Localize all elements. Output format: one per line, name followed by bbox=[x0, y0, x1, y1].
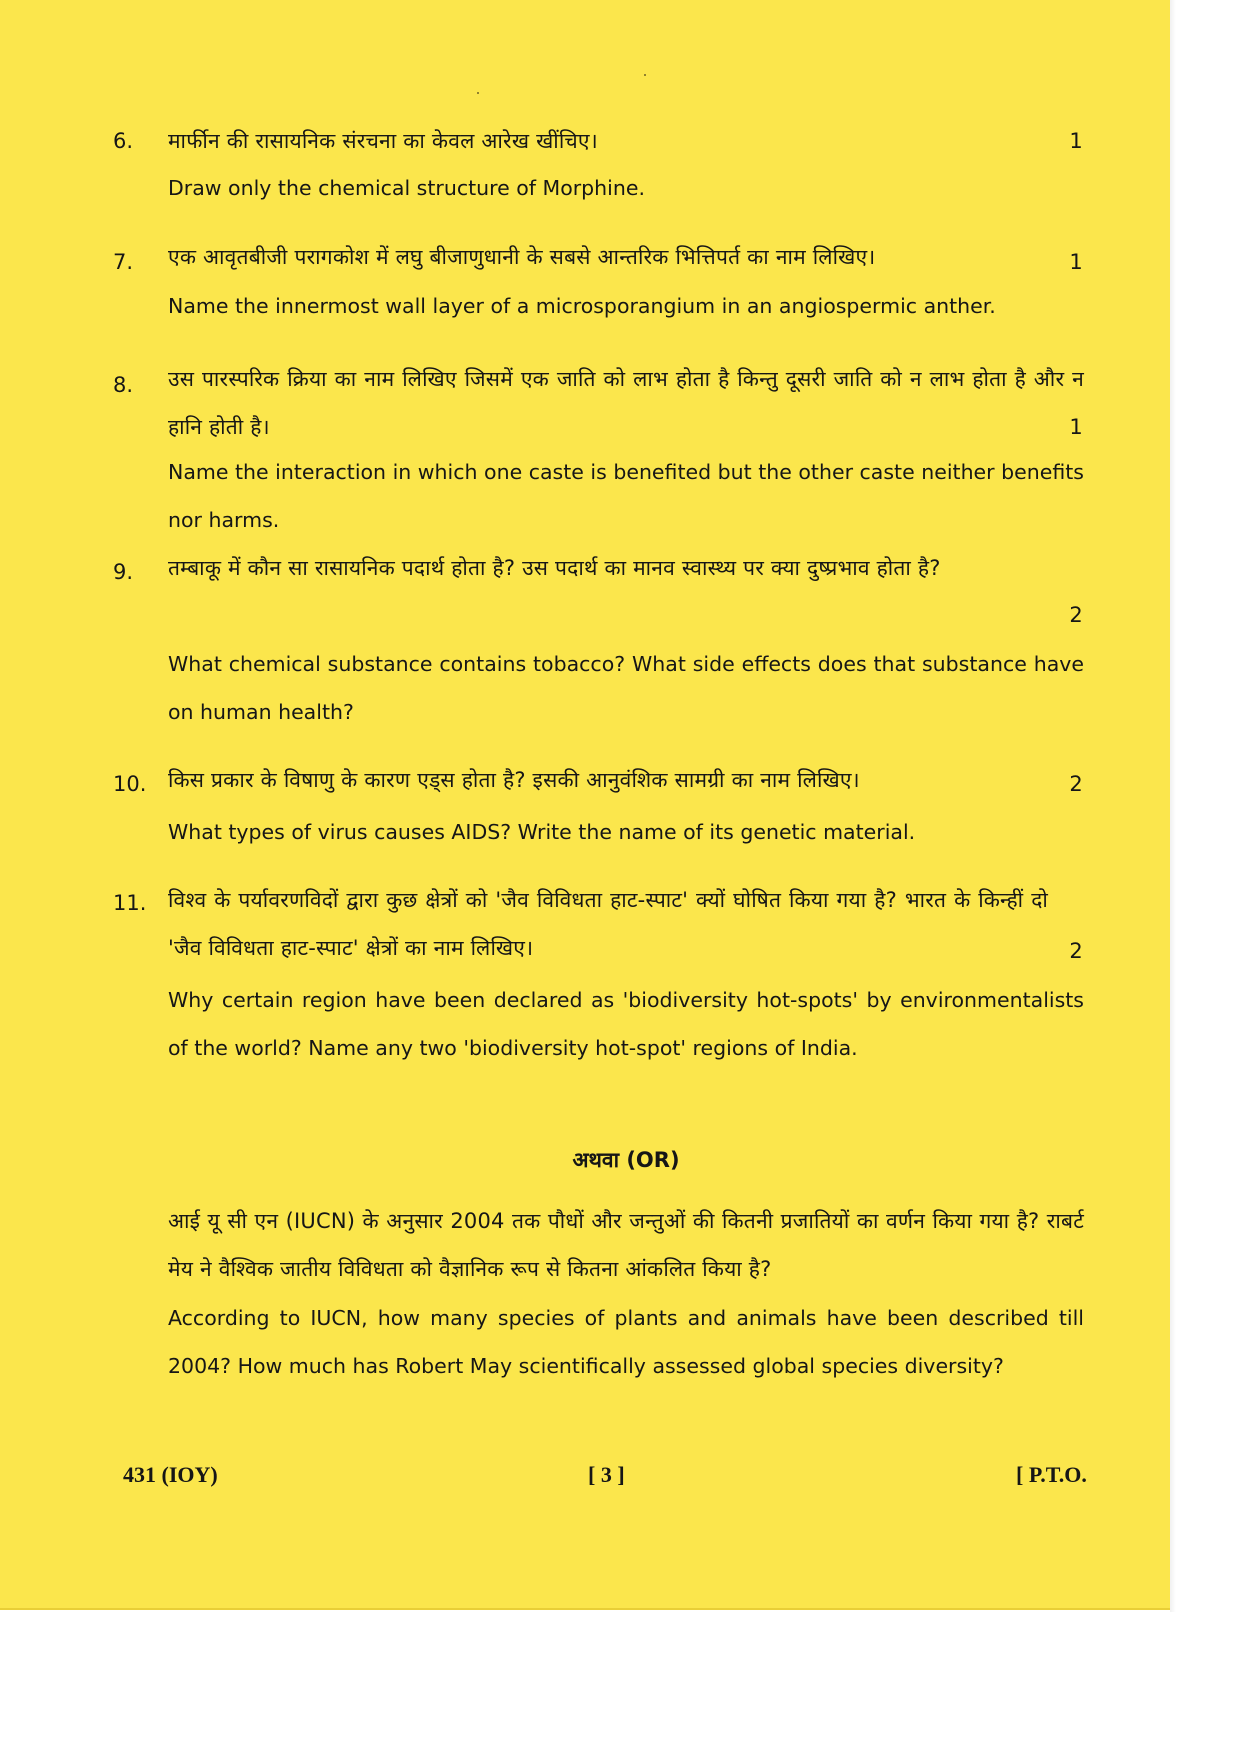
question-marks: 1 bbox=[1069, 129, 1083, 153]
question-marks: 1 bbox=[1069, 250, 1083, 274]
page-edge-shadow bbox=[1170, 0, 1176, 1612]
paper-code: 431 (IOY) bbox=[123, 1462, 218, 1487]
question-text-hindi: मार्फीन की रासायनिक संरचना का केवल आरेख खींचिए। bbox=[168, 129, 598, 153]
question-text-english: Draw only the chemical structure of Morphine. bbox=[168, 176, 645, 200]
question-text-english: What chemical substance contains tobacco? What side effects does that substance have on human health? bbox=[168, 652, 1084, 724]
question-marks: 1 bbox=[1069, 415, 1083, 439]
question-number: 9. bbox=[113, 560, 134, 584]
question-text-hindi: तम्बाकू में कौन सा रासायनिक पदार्थ होता है? उस पदार्थ का मानव स्वास्थ्य पर क्या दुष्प्रभाव होता है? bbox=[168, 556, 941, 580]
question-number: 7. bbox=[113, 250, 134, 274]
page-number: [ 3 ] bbox=[588, 1462, 625, 1487]
question-text-english: Why certain region have been declared as 'biodiversity hot-spots' by environmentalists of the world? Name any two 'biodiversity hot-spot' regions of India. bbox=[168, 988, 1084, 1060]
question-text-hindi: किस प्रकार के विषाणु के कारण एड्स होता है? इसकी आनुवंशिक सामग्री का नाम लिखिए। bbox=[168, 768, 860, 792]
question-text-hindi: उस पारस्परिक क्रिया का नाम लिखिए जिसमें एक जाति को लाभ होता है किन्तु दूसरी जाति को न लाभ होता है और न हानि होती है। bbox=[168, 367, 1084, 439]
question-marks: 2 bbox=[1069, 772, 1083, 796]
question-text-hindi: एक आवृतबीजी परागकोश में लघु बीजाणुधानी के सबसे आन्तरिक भित्तिपर्त का नाम लिखिए। bbox=[168, 245, 876, 269]
question-text-english: What types of virus causes AIDS? Write the name of its genetic material. bbox=[168, 820, 916, 844]
or-question-text-hindi: आई यू सी एन (IUCN) के अनुसार 2004 तक पौधों और जन्तुओं की कितनी प्रजातियों का वर्णन किया गया है? राबर्ट मेय ने वैश्विक जातीय विविधता को वैज्ञानिक रूप से कितना आंकलित किया है? bbox=[168, 1209, 1084, 1281]
question-number: 6. bbox=[113, 129, 134, 153]
question-number: 11. bbox=[113, 891, 147, 915]
please-turn-over: [ P.T.O. bbox=[1016, 1462, 1087, 1487]
or-question-text-english: According to IUCN, how many species of plants and animals have been described till 2004? How much has Robert May scientifically assessed global species diversity? bbox=[168, 1306, 1084, 1378]
question-text-english: Name the innermost wall layer of a microsporangium in an angiospermic anther. bbox=[168, 294, 996, 318]
question-marks: 2 bbox=[1069, 939, 1083, 963]
question-text-english: Name the interaction in which one caste is benefited but the other caste neither benefits nor harms. bbox=[168, 460, 1084, 532]
question-text-hindi: विश्व के पर्यावरणविदों द्वारा कुछ क्षेत्रों को 'जैव विविधता हाट-स्पाट' क्यों घोषित किया गया है? भारत के किन्हीं दो 'जैव विविधता हाट-स्पाट' क्षेत्रों का नाम लिखिए। bbox=[168, 888, 1048, 960]
question-number: 10. bbox=[113, 772, 147, 796]
scan-speck bbox=[644, 74, 646, 76]
scan-speck bbox=[477, 92, 479, 94]
question-number: 8. bbox=[113, 373, 134, 397]
question-marks: 2 bbox=[1069, 603, 1083, 627]
or-heading: अथवा (OR) bbox=[572, 1148, 680, 1172]
